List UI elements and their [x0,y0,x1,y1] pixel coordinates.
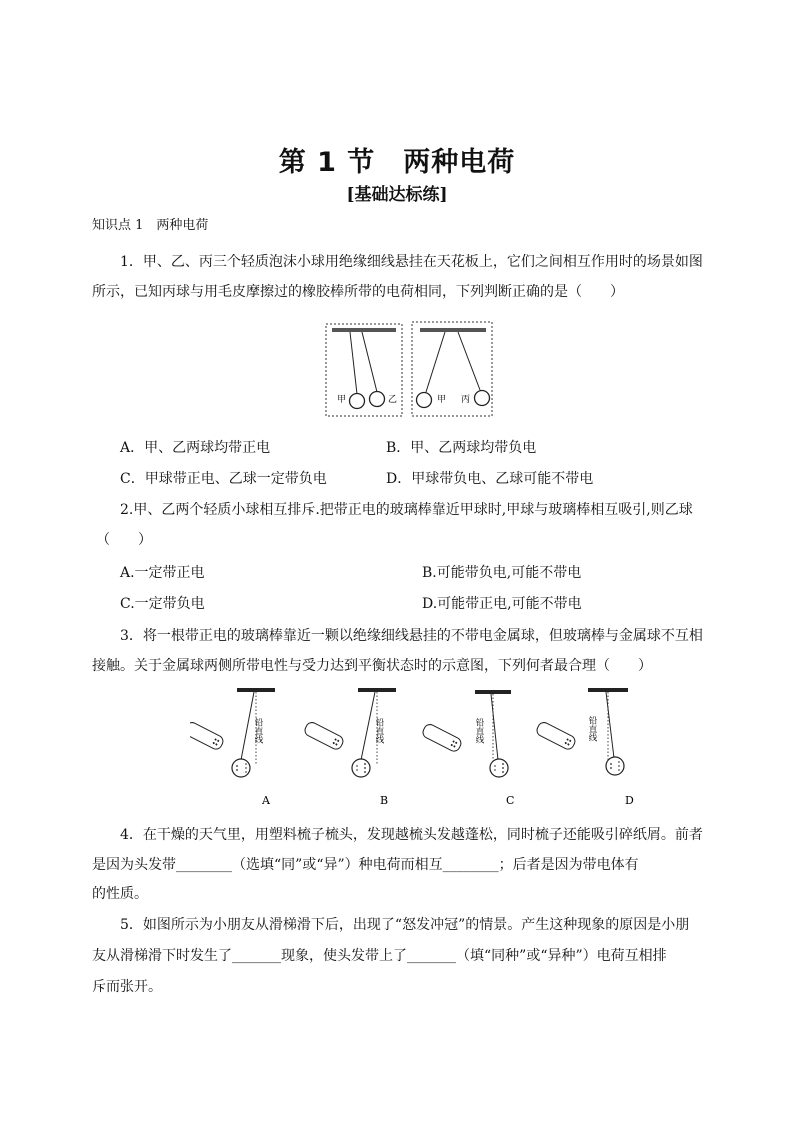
q1-option-d: D．甲球带负电、乙球可能不带电 [386,471,594,487]
label-jia-1: 甲 [337,395,347,405]
ball-yi [370,392,385,407]
q1-option-b: B．甲、乙两球均带负电 [386,440,537,456]
plumb-label-c: 铅直线 [474,718,484,744]
q1-line2: 所示，已知丙球与用毛皮摩擦过的橡胶棒所带的电荷相同，下列判断正确的是（ ） [92,284,624,300]
q1-line1: 1．甲、乙、丙三个轻质泡沫小球用绝缘细线悬挂在天花板上，它们之间相互作用时的场景如图 [120,254,703,270]
label-bing: 丙 [461,395,471,405]
q2-line1: 2.甲、乙两个轻质小球相互排斥.把带正电的玻璃棒靠近甲球时,甲球与玻璃棒相互吸引,则乙球 [120,502,693,518]
q3-label-b: B [380,794,389,807]
q1-pendulum-figure [320,318,500,420]
q3-label-d: D [625,794,634,807]
ball-bing [475,391,490,406]
label-yi: 乙 [388,395,398,405]
plumb-label-a: 铅直线 [253,718,263,744]
q2-option-c: C.一定带负电 [120,596,205,612]
q2-option-b: B.可能带负电,可能不带电 [422,565,582,581]
ceiling-left [332,328,396,332]
q3-figure-c [421,690,514,807]
ball-jia-left [350,394,365,409]
q3-figure-a [190,688,275,807]
section-heading: 知识点 1 两种电荷 [92,218,209,233]
ceiling-right [420,328,486,332]
plumb-label-d: 铅直线 [587,716,597,742]
q4-line3: 的性质。 [92,886,148,902]
page-subtitle: [基础达标练] [346,185,448,205]
plumb-label-b: 铅直线 [374,718,384,744]
q1-option-a: A．甲、乙两球均带正电 [120,440,271,456]
q3-options-figure [190,684,650,810]
q4-line2: 是因为头发带________（选填“同”或“异”）种电荷而相互________；后者是因为带电体有 [92,857,639,873]
q2-line2: （ ） [96,532,152,548]
q1-option-c: C．甲球带正电、乙球一定带负电 [120,471,327,487]
q2-option-d: D.可能带正电,可能不带电 [422,596,582,612]
q5-line1: 5．如图所示为小朋友从滑梯滑下后，出现了“怒发冲冠”的情景。产生这种现象的原因是小朋 [120,917,690,933]
q3-line1: 3．将一根带正电的玻璃棒靠近一颗以绝缘细线悬挂的不带电金属球，但玻璃棒与金属球不互相 [120,628,703,644]
page-title: 第 1 节 两种电荷 [278,147,516,178]
q4-line1: 4．在干燥的天气里，用塑料梳子梳头，发现越梳头发越蓬松，同时梳子还能吸引碎纸屑。前者 [120,827,703,843]
q3-figure-d [535,688,634,807]
q5-line3: 斥而张开。 [92,979,162,995]
q2-option-a: A.一定带正电 [120,565,205,581]
q3-label-a: A [262,794,270,807]
ball-jia-right [417,393,432,408]
q5-line2: 友从滑梯滑下时发生了_______现象，使头发带上了_______（填“同种”或“异种”）电荷互相排 [92,948,667,964]
q3-label-c: C [506,794,515,807]
label-jia-2: 甲 [437,395,447,405]
q3-figure-b [303,688,396,807]
q3-line2: 接触。关于金属球两侧所带电性与受力达到平衡状态时的示意图，下列何者最合理（ ） [92,658,652,674]
